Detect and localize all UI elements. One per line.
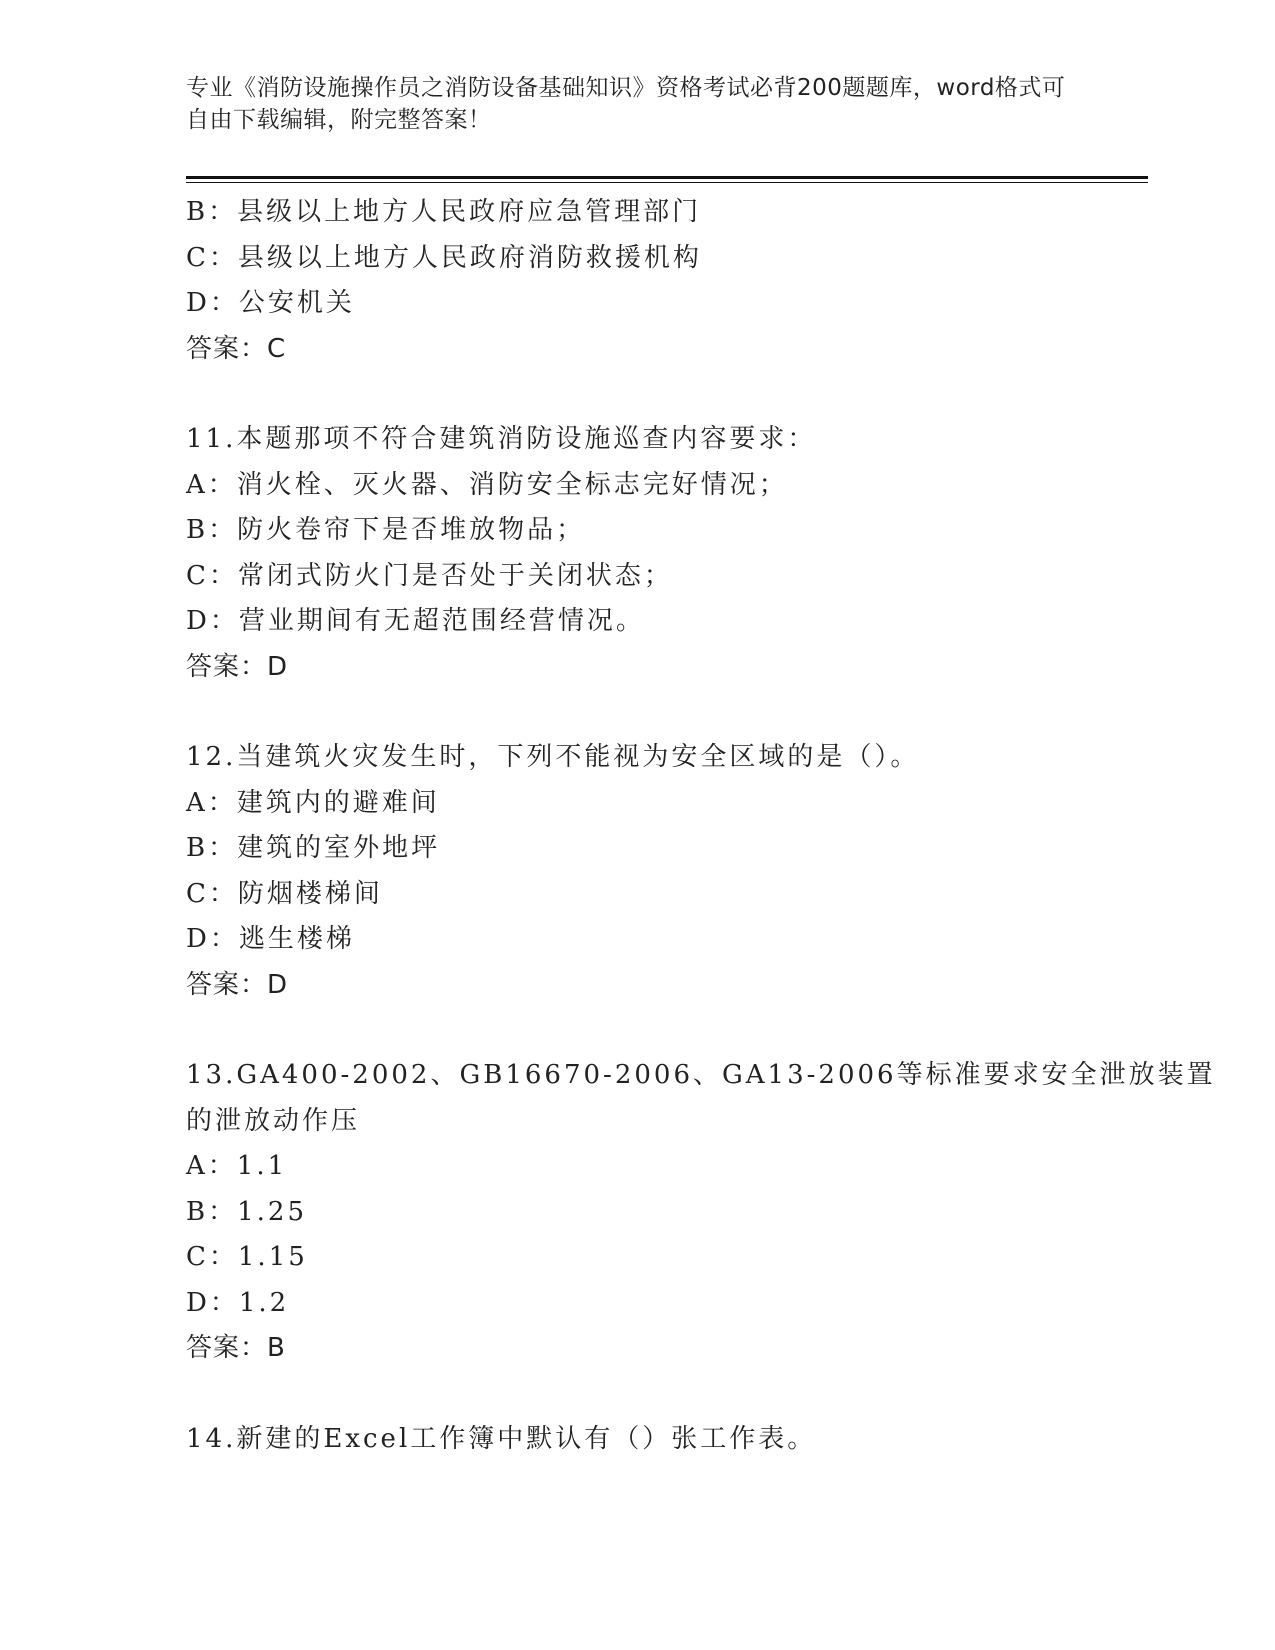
option-a: A：消火栓、灭火器、消防安全标志完好情况； [186, 469, 788, 500]
header-divider-thick [186, 176, 1148, 179]
answer-label: 答案：C [186, 333, 287, 364]
question-block-11 [186, 417, 1086, 690]
option-a: A：建筑内的避难间 [186, 787, 440, 818]
header-divider-thin [186, 182, 1148, 183]
option-b: B：建筑的室外地坪 [186, 833, 441, 863]
question-block-13 [186, 1053, 1216, 1372]
answer-label: 答案：B [186, 1333, 286, 1363]
question-text-line-2: 的泄放动作压 [186, 1105, 361, 1136]
spacer [186, 1008, 1086, 1053]
spacer [186, 1372, 1086, 1417]
option-d: D：逃生楼梯 [186, 924, 355, 954]
question-text: 11.本题那项不符合建筑消防设施巡查内容要求： [186, 424, 817, 454]
option-b: B：1.25 [186, 1196, 307, 1227]
option-d: D：营业期间有无超范围经营情况。 [186, 606, 645, 636]
question-text: 14.新建的Excel工作簿中默认有（）张工作表。 [186, 1423, 817, 1454]
question-block-14 [186, 1417, 1086, 1463]
option-b: B：县级以上地方人民政府应急管理部门 [186, 197, 702, 227]
spacer [186, 372, 1086, 417]
option-c: C：1.15 [186, 1242, 308, 1272]
question-list [186, 190, 1216, 1462]
question-block-10 [186, 190, 1086, 372]
document-header: 专业《消防设施操作员之消防设备基础知识》资格考试必背200题题库，word格式可自由下载编辑，附完整答案！ [186, 75, 1066, 133]
option-c: C：防烟楼梯间 [186, 878, 383, 909]
answer-label: 答案：D [186, 651, 289, 682]
option-c: C：县级以上地方人民政府消防救援机构 [186, 242, 702, 273]
question-text: 12.当建筑火灾发生时，下列不能视为安全区域的是（）。 [186, 742, 920, 772]
option-c: C：常闭式防火门是否处于关闭状态； [186, 560, 673, 591]
question-text-line-1: 13.GA400-2002、GB16670-2006、GA13-2006等标准要求安全泄放装置 [186, 1060, 1216, 1090]
option-d: D：公安机关 [186, 288, 355, 318]
spacer [186, 690, 1086, 735]
option-d: D：1.2 [186, 1287, 290, 1318]
option-a: A：1.1 [186, 1151, 288, 1181]
option-b: B：防火卷帘下是否堆放物品； [186, 515, 586, 545]
question-block-12 [186, 735, 1086, 1008]
answer-label: 答案：D [186, 969, 289, 1000]
